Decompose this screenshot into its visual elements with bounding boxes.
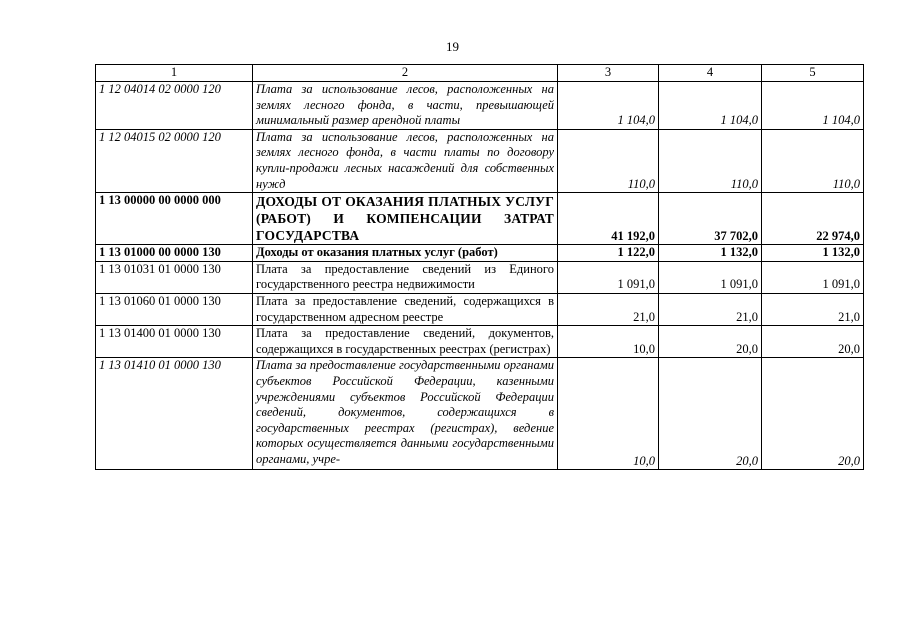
budget-code-cell: 1 12 04015 02 0000 120 (96, 129, 253, 192)
value-cell-col4: 21,0 (659, 293, 762, 325)
value-cell-col5: 110,0 (762, 129, 864, 192)
income-name-cell: Плата за использование лесов, расположенных на землях лесного фонда, в части, превышающей минимальный размер арендной платы (253, 82, 558, 130)
value-cell-col3: 110,0 (558, 129, 659, 192)
income-name-cell: ДОХОДЫ ОТ ОКАЗАНИЯ ПЛАТНЫХ УСЛУГ (РАБОТ) И КОМПЕНСАЦИИ ЗАТРАТ ГОСУДАРСТВА (253, 193, 558, 245)
value-cell-col3: 21,0 (558, 293, 659, 325)
income-name-cell: Плата за предоставление сведений из Единого государственного реестра недвижимости (253, 261, 558, 293)
value-cell-col4: 110,0 (659, 129, 762, 192)
value-cell-col3: 10,0 (558, 358, 659, 470)
table-row (96, 326, 864, 358)
income-name-cell: Плата за предоставление государственными органами субъектов Российской Федерации, казенными учреждениями субъектов Российской Федерации сведений, документов, содержащихся в государственных реестрах (регистрах), ведение которых осуществляется данными государственными органами, учре- (253, 358, 558, 470)
table-row (96, 293, 864, 325)
income-name-cell: Плата за использование лесов, расположенных на землях лесного фонда, в части платы по договору купли-продажи лесных насаждений для собственных нужд (253, 129, 558, 192)
value-cell-col4: 20,0 (659, 326, 762, 358)
value-cell-col4: 37 702,0 (659, 193, 762, 245)
page-number: 19 (446, 39, 459, 54)
value-cell-col3: 10,0 (558, 326, 659, 358)
value-cell-col4: 1 132,0 (659, 245, 762, 262)
budget-code-cell: 1 13 01031 01 0000 130 (96, 261, 253, 293)
column-header: 3 (558, 65, 659, 82)
value-cell-col3: 1 091,0 (558, 261, 659, 293)
value-cell-col3: 1 104,0 (558, 82, 659, 130)
column-header: 5 (762, 65, 864, 82)
table-row (96, 358, 864, 470)
budget-code-cell: 1 13 01000 00 0000 130 (96, 245, 253, 262)
column-header: 4 (659, 65, 762, 82)
value-cell-col5: 21,0 (762, 293, 864, 325)
value-cell-col4: 20,0 (659, 358, 762, 470)
value-cell-col5: 1 091,0 (762, 261, 864, 293)
value-cell-col5: 22 974,0 (762, 193, 864, 245)
value-cell-col5: 20,0 (762, 358, 864, 470)
budget-code-cell: 1 13 01410 01 0000 130 (96, 358, 253, 470)
income-name-cell: Плата за предоставление сведений, документов, содержащихся в государственных реестрах (регистрах) (253, 326, 558, 358)
income-name-cell: Доходы от оказания платных услуг (работ) (253, 245, 558, 262)
table-row (96, 193, 864, 245)
value-cell-col3: 1 122,0 (558, 245, 659, 262)
budget-code-cell: 1 13 01400 01 0000 130 (96, 326, 253, 358)
value-cell-col3: 41 192,0 (558, 193, 659, 245)
income-name-cell: Плата за предоставление сведений, содержащихся в государственном адресном реестре (253, 293, 558, 325)
table-row (96, 129, 864, 192)
table-row (96, 261, 864, 293)
budget-code-cell: 1 13 00000 00 0000 000 (96, 193, 253, 245)
budget-table (95, 64, 864, 470)
value-cell-col5: 1 132,0 (762, 245, 864, 262)
table-row (96, 82, 864, 130)
value-cell-col4: 1 104,0 (659, 82, 762, 130)
table-row (96, 245, 864, 262)
budget-code-cell: 1 13 01060 01 0000 130 (96, 293, 253, 325)
column-header: 1 (96, 65, 253, 82)
budget-code-cell: 1 12 04014 02 0000 120 (96, 82, 253, 130)
value-cell-col5: 20,0 (762, 326, 864, 358)
value-cell-col5: 1 104,0 (762, 82, 864, 130)
table-header-row (96, 65, 864, 82)
column-header: 2 (253, 65, 558, 82)
value-cell-col4: 1 091,0 (659, 261, 762, 293)
